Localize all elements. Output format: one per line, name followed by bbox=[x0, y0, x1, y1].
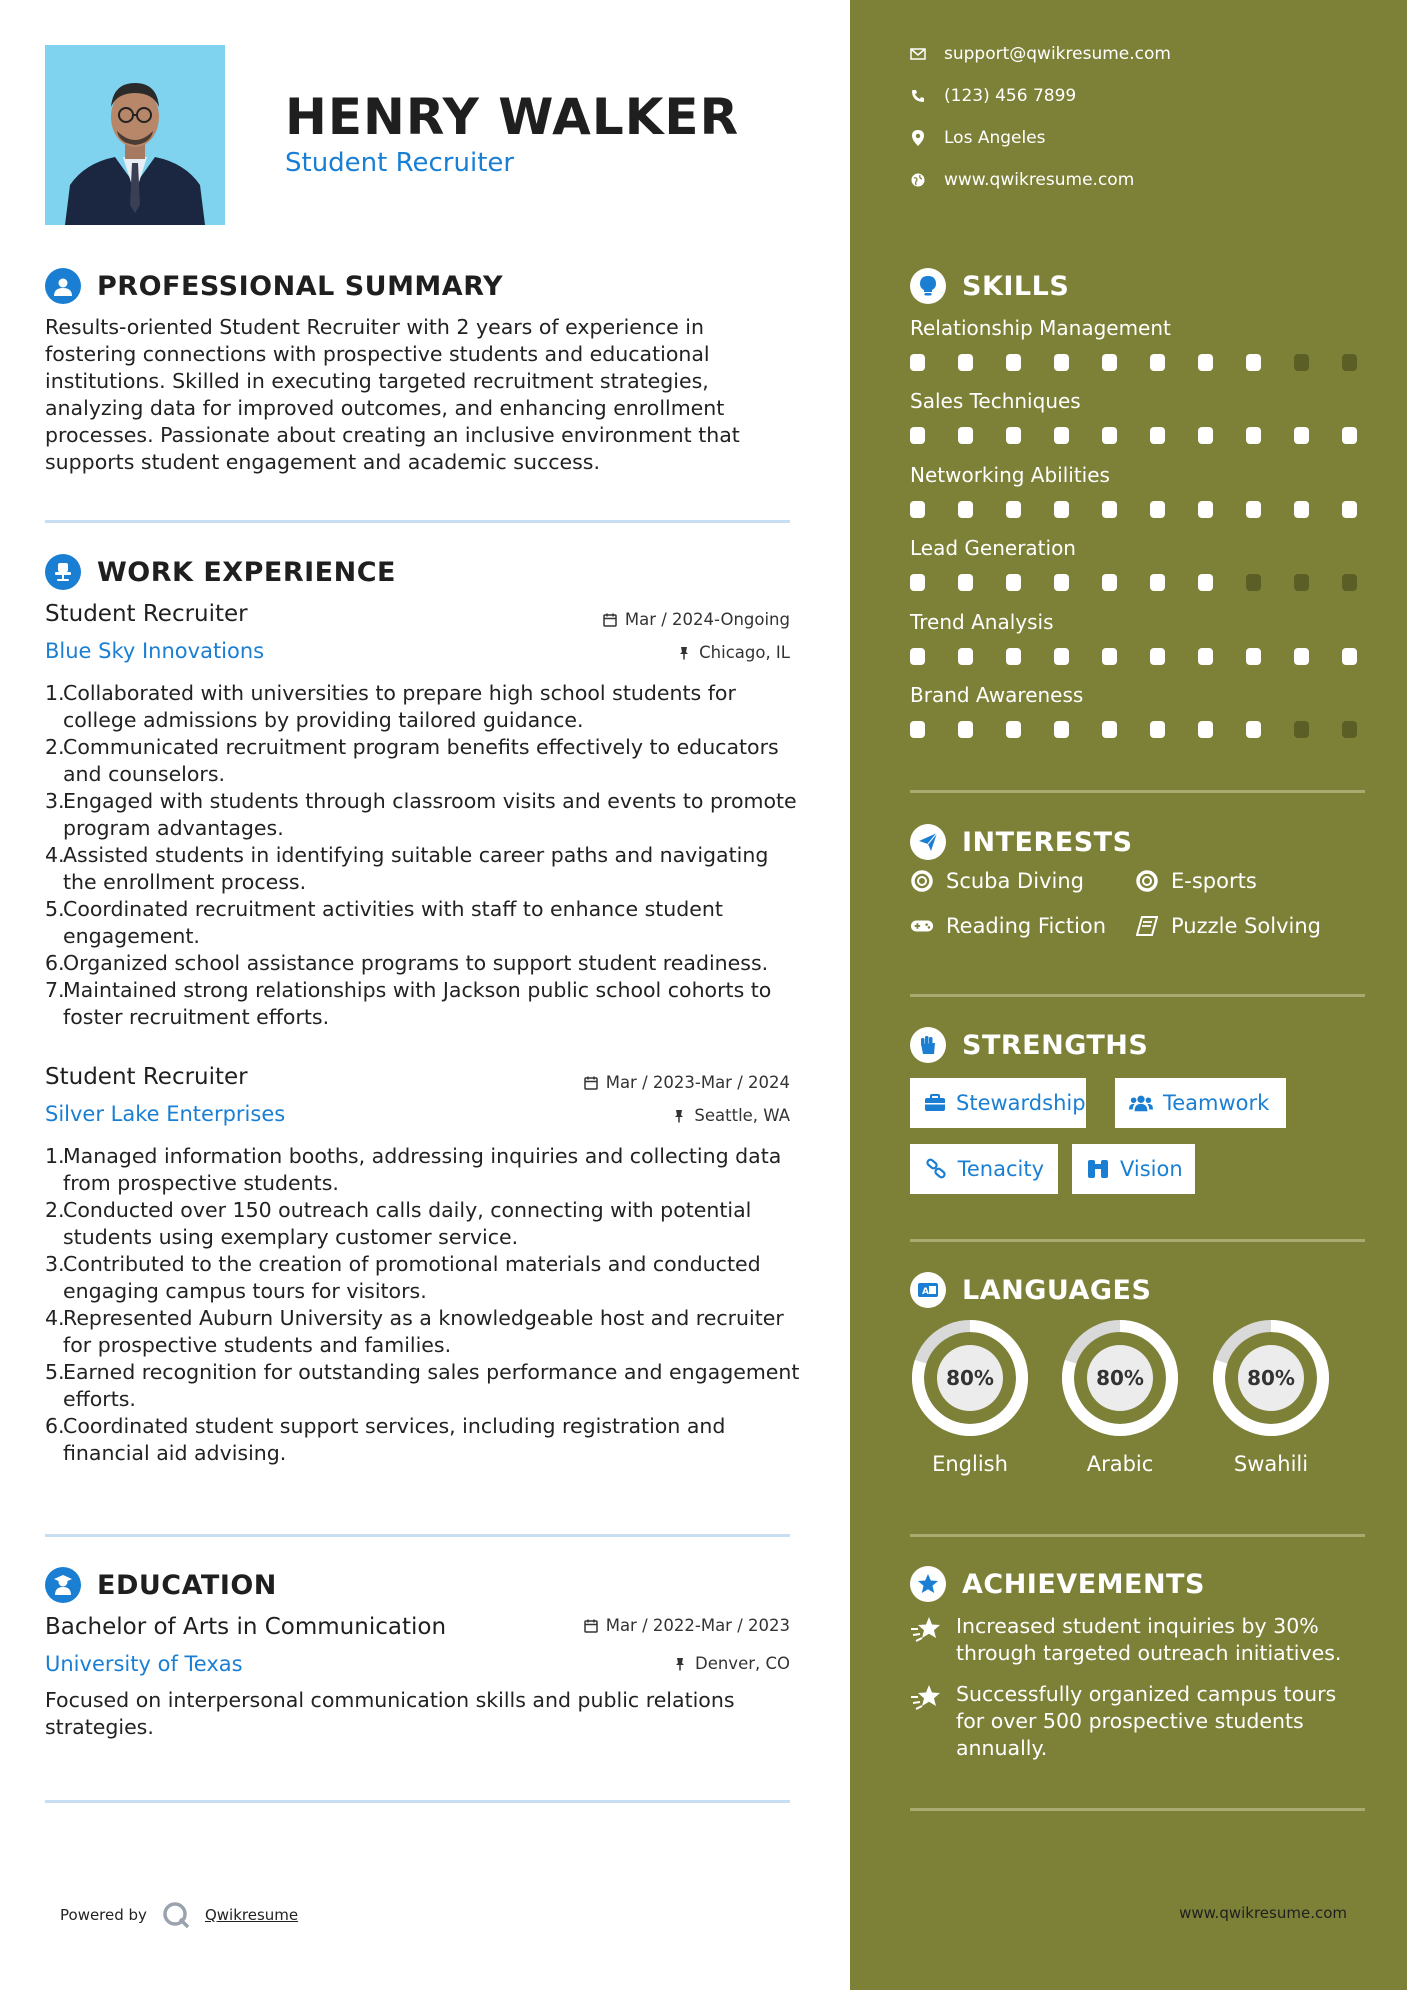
rating-dot-filled bbox=[958, 501, 973, 518]
rating-dot-filled bbox=[1150, 574, 1165, 591]
rating-dot-filled bbox=[1102, 501, 1117, 518]
rating-dot-filled bbox=[1198, 501, 1213, 518]
language-gauge bbox=[1060, 1318, 1180, 1442]
job-title: Student Recruiter bbox=[45, 1064, 248, 1090]
job-company: Silver Lake Enterprises bbox=[45, 1102, 286, 1126]
summary-text: Results-oriented Student Recruiter with 2 years of experience in fostering connections with prospective students and educational institutions. Skilled in executing targeted recruitment strategies, analyzing data for improved outcomes, and enhancing enrollment processes. Passionate about creating an inclusive environment that supports student engagement and academic success. bbox=[45, 315, 740, 474]
rating-dot-filled bbox=[1246, 427, 1261, 444]
sidebar bbox=[850, 0, 1407, 1990]
contact-email bbox=[910, 44, 1171, 64]
rating-dot-filled bbox=[1006, 574, 1021, 591]
job-dates bbox=[603, 610, 790, 629]
rating-dot-filled bbox=[958, 721, 973, 738]
summary-title: PROFESSIONAL SUMMARY bbox=[97, 270, 504, 302]
education-degree: Bachelor of Arts in Communication bbox=[45, 1614, 447, 1640]
rating-dot-filled bbox=[958, 574, 973, 591]
gamepad-icon bbox=[910, 914, 934, 938]
lightbulb-icon bbox=[910, 268, 946, 304]
list-item: 7. Maintained strong relationships with Jackson public school cohorts to foster recruitment efforts. bbox=[45, 978, 772, 1029]
achievement-item bbox=[910, 1613, 1370, 1667]
list-item: 1. Managed information booths, addressing inquiries and collecting data from prospective students. bbox=[45, 1144, 782, 1195]
briefcase-icon bbox=[924, 1091, 946, 1115]
section-divider bbox=[910, 1534, 1365, 1537]
job-location-text: Seattle, WA bbox=[694, 1106, 790, 1125]
skills-title: SKILLS bbox=[962, 270, 1070, 302]
rating-dot-empty bbox=[1246, 574, 1261, 591]
education-dates-text: Mar / 2022-Mar / 2023 bbox=[605, 1616, 790, 1635]
calendar-icon bbox=[584, 1619, 598, 1633]
rating-dot-filled bbox=[910, 501, 925, 518]
svg-text:A: A bbox=[922, 1287, 929, 1297]
profile-photo bbox=[45, 45, 225, 225]
qwikresume-link[interactable]: Qwikresume bbox=[204, 1906, 299, 1924]
interests-title: INTERESTS bbox=[962, 826, 1133, 858]
rating-dot-filled bbox=[1246, 501, 1261, 518]
pin-icon bbox=[677, 646, 691, 660]
rating-dot-filled bbox=[1342, 648, 1357, 665]
section-divider bbox=[910, 790, 1365, 793]
book-icon bbox=[1135, 914, 1159, 938]
section-divider bbox=[45, 1800, 790, 1803]
language-gauge bbox=[910, 1318, 1030, 1442]
rating-dot-empty bbox=[1294, 354, 1309, 371]
education-title: EDUCATION bbox=[97, 1569, 277, 1601]
skill-name: Networking Abilities bbox=[910, 463, 1110, 487]
powered-by bbox=[60, 1900, 298, 1930]
interest-item: Puzzle Solving bbox=[1135, 914, 1321, 938]
job-dates-text: Mar / 2024-Ongoing bbox=[624, 610, 790, 629]
rating-dot-filled bbox=[958, 648, 973, 665]
footer-website[interactable]: www.qwikresume.com bbox=[1179, 1904, 1347, 1922]
pin-icon bbox=[672, 1109, 686, 1123]
rating-dot-filled bbox=[1006, 721, 1021, 738]
rating-dot-filled bbox=[1198, 427, 1213, 444]
rating-dot-filled bbox=[1294, 427, 1309, 444]
education-description: Focused on interpersonal communication skills and public relations strategies. bbox=[45, 1688, 735, 1739]
rating-dot-filled bbox=[1246, 648, 1261, 665]
list-item: 4. Assisted students in identifying suitable career paths and navigating the enrollment process. bbox=[45, 843, 769, 894]
skill-rating bbox=[910, 427, 1357, 444]
rating-dot-empty bbox=[1342, 721, 1357, 738]
candidate-name: HENRY WALKER bbox=[285, 88, 740, 146]
language-name: Arabic bbox=[1086, 1452, 1154, 1476]
contact-phone-text: (123) 456 7899 bbox=[944, 86, 1077, 106]
strength-chip: Vision bbox=[1072, 1144, 1195, 1194]
rating-dot-empty bbox=[1294, 574, 1309, 591]
user-icon bbox=[45, 268, 81, 304]
contact-phone bbox=[910, 86, 1076, 106]
rating-dot-empty bbox=[1342, 574, 1357, 591]
job-title: Student Recruiter bbox=[45, 601, 248, 627]
job-dates bbox=[584, 1073, 790, 1092]
rating-dot-filled bbox=[1246, 354, 1261, 371]
achievement-item bbox=[910, 1681, 1370, 1762]
skill-rating bbox=[910, 501, 1357, 518]
contact-website bbox=[910, 170, 1134, 190]
skill-rating bbox=[910, 574, 1357, 591]
skill-name: Sales Techniques bbox=[910, 389, 1081, 413]
rating-dot-filled bbox=[910, 648, 925, 665]
star-icon bbox=[910, 1566, 946, 1602]
interest-item: Scuba Diving bbox=[910, 869, 1084, 893]
rating-dot-filled bbox=[1102, 721, 1117, 738]
rating-dot-filled bbox=[1198, 574, 1213, 591]
rating-dot-filled bbox=[1294, 501, 1309, 518]
rating-dot-filled bbox=[1294, 648, 1309, 665]
experience-heading bbox=[45, 554, 396, 590]
strength-chip: Teamwork bbox=[1115, 1078, 1286, 1128]
graduation-icon bbox=[45, 1567, 81, 1603]
language-icon bbox=[910, 1272, 946, 1308]
fist-icon bbox=[910, 1027, 946, 1063]
rating-dot-empty bbox=[1294, 721, 1309, 738]
rating-dot-filled bbox=[1342, 427, 1357, 444]
rating-dot-filled bbox=[1006, 354, 1021, 371]
rating-dot-filled bbox=[1150, 721, 1165, 738]
rating-dot-filled bbox=[910, 427, 925, 444]
life-ring-icon bbox=[1135, 869, 1159, 893]
job-bullets bbox=[45, 680, 805, 1031]
interest-item: Reading Fiction bbox=[910, 914, 1106, 938]
job-location bbox=[677, 643, 790, 662]
binoculars-icon bbox=[1086, 1157, 1110, 1181]
job-location bbox=[672, 1106, 790, 1125]
users-icon bbox=[1129, 1091, 1153, 1115]
list-item: 5. Coordinated recruitment activities with staff to enhance student engagement. bbox=[45, 897, 723, 948]
link-icon bbox=[924, 1157, 948, 1181]
globe-icon bbox=[910, 172, 926, 188]
rating-dot-filled bbox=[1054, 721, 1069, 738]
strengths-title: STRENGTHS bbox=[962, 1029, 1149, 1061]
list-item: 2. Communicated recruitment program benefits effectively to educators and counselors. bbox=[45, 735, 779, 786]
list-item: 3. Contributed to the creation of promotional materials and conducted engaging campus tours for visitors. bbox=[45, 1252, 761, 1303]
calendar-icon bbox=[603, 613, 617, 627]
section-divider bbox=[910, 1808, 1365, 1811]
qwikresume-logo-icon bbox=[161, 1900, 191, 1930]
job-location-text: Chicago, IL bbox=[699, 643, 790, 662]
rating-dot-filled bbox=[1246, 721, 1261, 738]
summary-heading bbox=[45, 268, 503, 304]
list-item: 3. Engaged with students through classroom visits and events to promote program advantages. bbox=[45, 789, 797, 840]
job-bullets bbox=[45, 1143, 805, 1467]
language-progress-ring bbox=[910, 1318, 1030, 1438]
achievement-text: Increased student inquiries by 30% through targeted outreach initiatives. bbox=[956, 1614, 1342, 1665]
rating-dot-filled bbox=[958, 427, 973, 444]
rating-dot-filled bbox=[1198, 721, 1213, 738]
language-progress-ring bbox=[1060, 1318, 1180, 1438]
languages-heading bbox=[910, 1272, 1151, 1308]
list-item: 6. Coordinated student support services, including registration and financial aid advising. bbox=[45, 1414, 726, 1465]
job-dates-text: Mar / 2023-Mar / 2024 bbox=[605, 1073, 790, 1092]
contact-website-text[interactable]: www.qwikresume.com bbox=[944, 170, 1135, 190]
rating-dot-filled bbox=[1102, 574, 1117, 591]
section-divider bbox=[910, 1239, 1365, 1242]
list-item: 4. Represented Auburn University as a knowledgeable host and recruiter for prospective students and families. bbox=[45, 1306, 784, 1357]
rating-dot-filled bbox=[910, 574, 925, 591]
strengths-heading bbox=[910, 1027, 1148, 1063]
languages-title: LANGUAGES bbox=[962, 1274, 1152, 1306]
skill-rating bbox=[910, 721, 1357, 738]
rating-dot-filled bbox=[1150, 427, 1165, 444]
list-item: 5. Earned recognition for outstanding sales performance and engagement efforts. bbox=[45, 1360, 800, 1411]
rating-dot-filled bbox=[958, 354, 973, 371]
education-heading bbox=[45, 1567, 277, 1603]
rating-dot-filled bbox=[1054, 648, 1069, 665]
shooting-star-icon bbox=[910, 1615, 942, 1645]
list-item: 2. Conducted over 150 outreach calls daily, connecting with potential students using exemplary customer service. bbox=[45, 1198, 752, 1249]
rating-dot-empty bbox=[1342, 354, 1357, 371]
candidate-role: Student Recruiter bbox=[285, 148, 515, 178]
rating-dot-filled bbox=[1006, 427, 1021, 444]
rating-dot-filled bbox=[1102, 427, 1117, 444]
language-percent: 80% bbox=[946, 1366, 994, 1390]
rating-dot-filled bbox=[1054, 574, 1069, 591]
rating-dot-filled bbox=[1150, 648, 1165, 665]
skill-name: Trend Analysis bbox=[910, 610, 1054, 634]
rating-dot-filled bbox=[910, 354, 925, 371]
skill-rating bbox=[910, 354, 1357, 371]
skill-name: Brand Awareness bbox=[910, 683, 1084, 707]
powered-by-label: Powered by bbox=[60, 1906, 147, 1924]
rating-dot-filled bbox=[1054, 427, 1069, 444]
list-item: 1. Collaborated with universities to prepare high school students for college admissions by providing tailored guidance. bbox=[45, 681, 736, 732]
strength-chip: Stewardship bbox=[910, 1078, 1086, 1128]
shooting-star-icon bbox=[910, 1683, 942, 1713]
achievements-heading bbox=[910, 1566, 1205, 1602]
chair-icon bbox=[45, 554, 81, 590]
strength-chip: Tenacity bbox=[910, 1144, 1058, 1194]
list-item: 6. Organized school assistance programs to support student readiness. bbox=[45, 951, 769, 975]
language-name: Swahili bbox=[1233, 1452, 1309, 1476]
interest-item: E-sports bbox=[1135, 869, 1257, 893]
contact-email-text[interactable]: support@qwikresume.com bbox=[944, 44, 1171, 64]
achievements-title: ACHIEVEMENTS bbox=[962, 1568, 1205, 1600]
rating-dot-filled bbox=[1102, 354, 1117, 371]
section-divider bbox=[45, 1534, 790, 1537]
skill-rating bbox=[910, 648, 1357, 665]
language-gauge bbox=[1211, 1318, 1331, 1442]
contact-location-text: Los Angeles bbox=[944, 128, 1046, 148]
rating-dot-filled bbox=[1198, 648, 1213, 665]
pin-icon bbox=[673, 1657, 687, 1671]
life-ring-icon bbox=[910, 869, 934, 893]
rating-dot-filled bbox=[1054, 501, 1069, 518]
envelope-icon bbox=[910, 46, 926, 62]
rating-dot-filled bbox=[1150, 501, 1165, 518]
calendar-icon bbox=[584, 1076, 598, 1090]
language-percent: 80% bbox=[1096, 1366, 1144, 1390]
job-company: Blue Sky Innovations bbox=[45, 639, 265, 663]
rating-dot-filled bbox=[1006, 501, 1021, 518]
skills-heading bbox=[910, 268, 1069, 304]
section-divider bbox=[910, 994, 1365, 997]
education-location-text: Denver, CO bbox=[694, 1654, 790, 1673]
experience-title: WORK EXPERIENCE bbox=[97, 556, 396, 588]
skill-name: Relationship Management bbox=[910, 316, 1171, 340]
rating-dot-filled bbox=[910, 721, 925, 738]
education-school: University of Texas bbox=[45, 1652, 243, 1676]
paper-plane-icon bbox=[910, 824, 946, 860]
language-name: English bbox=[932, 1452, 1008, 1476]
rating-dot-filled bbox=[1102, 648, 1117, 665]
contact-location bbox=[910, 128, 1046, 148]
achievement-text: Successfully organized campus tours for over 500 prospective students annually. bbox=[956, 1682, 1337, 1760]
rating-dot-filled bbox=[1342, 501, 1357, 518]
rating-dot-filled bbox=[1006, 648, 1021, 665]
skill-name: Lead Generation bbox=[910, 536, 1076, 560]
rating-dot-filled bbox=[1150, 354, 1165, 371]
interests-heading bbox=[910, 824, 1133, 860]
education-location bbox=[673, 1654, 790, 1673]
language-percent: 80% bbox=[1247, 1366, 1295, 1390]
rating-dot-filled bbox=[1198, 354, 1213, 371]
rating-dot-filled bbox=[1054, 354, 1069, 371]
section-divider bbox=[45, 520, 790, 523]
map-marker-icon bbox=[910, 130, 926, 146]
education-dates bbox=[584, 1616, 790, 1635]
language-progress-ring bbox=[1211, 1318, 1331, 1438]
phone-icon bbox=[910, 88, 926, 104]
